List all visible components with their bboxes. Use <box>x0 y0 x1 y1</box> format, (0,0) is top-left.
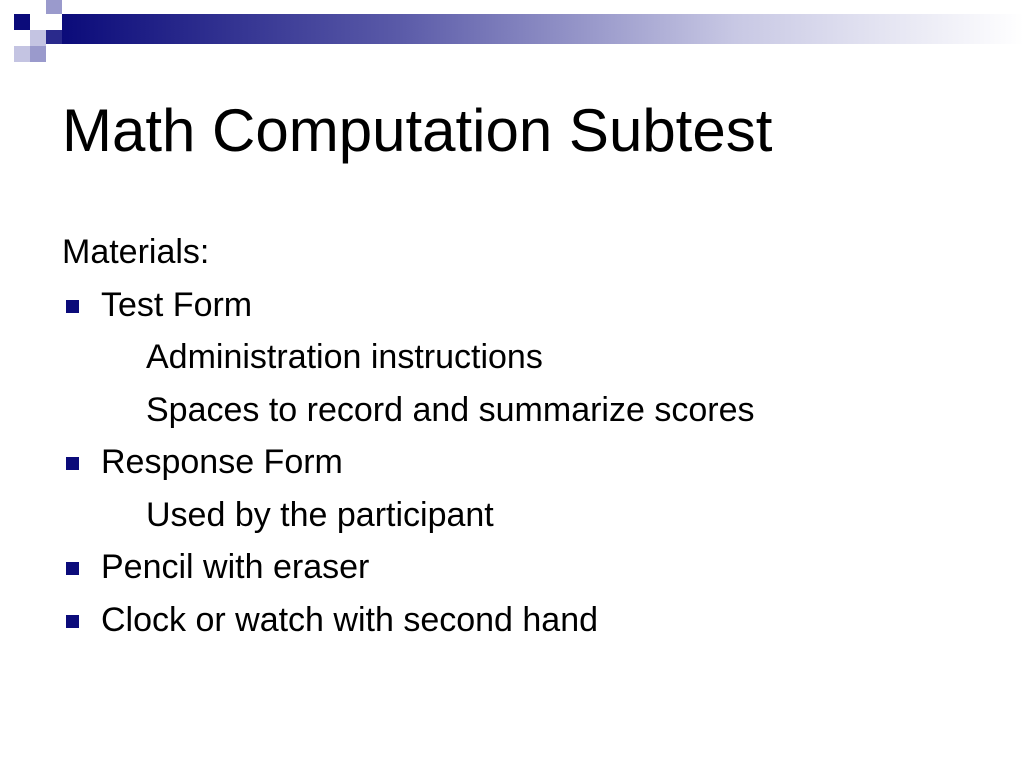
square-bullet-icon <box>66 300 79 313</box>
header-square <box>14 14 30 30</box>
square-bullet-icon <box>66 457 79 470</box>
slide-body <box>62 226 992 646</box>
materials-heading: Materials: <box>62 233 210 271</box>
sub-item: Used by the participant <box>146 495 494 534</box>
sub-item: Spaces to record and summarize scores <box>146 390 755 429</box>
square-bullet-icon <box>66 562 79 575</box>
bullet-item <box>62 279 992 332</box>
bullet-label: Pencil with eraser <box>101 548 370 586</box>
header-square <box>46 0 62 14</box>
header-square <box>30 30 46 46</box>
bullet-item <box>62 594 992 647</box>
square-bullet-icon <box>66 615 79 628</box>
slide-title: Math Computation Subtest <box>62 97 773 164</box>
header-gradient-bar <box>62 14 1024 44</box>
bullet-item <box>62 436 992 489</box>
bullet-label: Test Form <box>101 285 253 324</box>
header-square <box>14 46 30 62</box>
bullet-label: Response Form <box>101 443 343 481</box>
bullet-item <box>62 541 992 594</box>
header-square <box>46 30 62 44</box>
header-square <box>30 46 46 62</box>
sub-item: Administration instructions <box>146 338 543 376</box>
header-decoration <box>0 0 1024 62</box>
bullet-label: Clock or watch with second hand <box>101 600 599 639</box>
